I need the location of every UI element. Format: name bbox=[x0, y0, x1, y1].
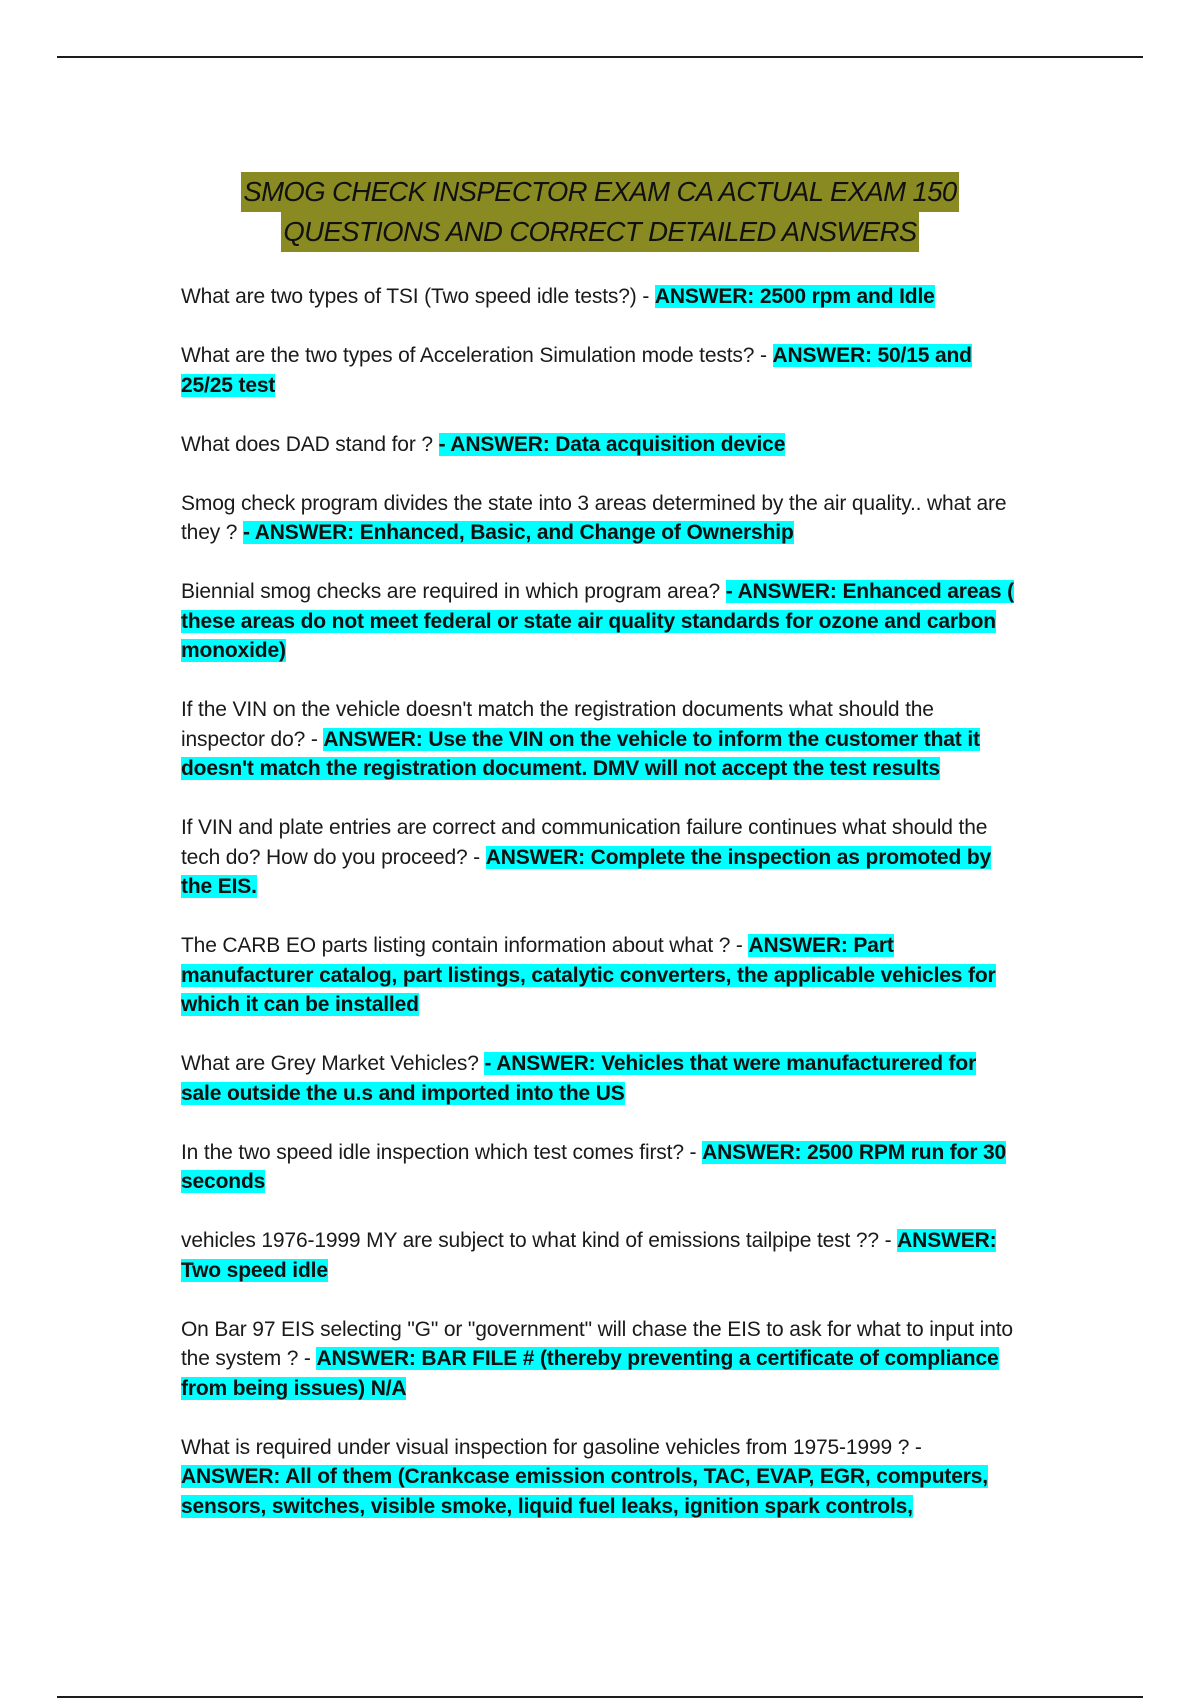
answer-text: ANSWER: Use the VIN on the vehicle to inform the customer that it doesn't match the registration document. DMV will not accept the test results bbox=[181, 727, 980, 780]
qa-item bbox=[181, 1433, 1016, 1522]
question-text: Smog check program divides the state into 3 areas determined by the air quality.. what are they ? bbox=[181, 491, 1007, 544]
question-text: What is required under visual inspection for gasoline vehicles from 1975-1999 ? - bbox=[181, 1435, 922, 1459]
qa-item bbox=[181, 931, 1016, 1020]
question-text: Biennial smog checks are required in which program area? bbox=[181, 580, 726, 603]
qa-item bbox=[181, 1226, 1016, 1285]
question-text: What does DAD stand for ? bbox=[181, 432, 439, 456]
footer-rule bbox=[57, 1696, 1143, 1698]
question-text: If VIN and plate entries are correct and communication failure continues what should the tech do? How do you proceed? - bbox=[181, 816, 988, 869]
qa-item bbox=[181, 489, 1016, 548]
question-text: vehicles 1976-1999 MY are subject to what kind of emissions tailpipe test ?? - bbox=[181, 1229, 898, 1252]
header-rule bbox=[57, 56, 1143, 58]
qa-item bbox=[181, 1049, 1016, 1108]
qa-item bbox=[181, 1138, 1016, 1197]
qa-item bbox=[181, 813, 1016, 902]
answer-text: ANSWER: 2500 rpm and Idle bbox=[654, 285, 935, 308]
answer-text: ANSWER: BAR FILE # (thereby preventing a certificate of compliance from being issues) N/A bbox=[181, 1347, 999, 1400]
answer-text: ANSWER: All of them (Crankcase emission controls, TAC, EVAP, EGR, computers, sensors, switches, visible smoke, liquid fuel leaks, ignition spark controls, bbox=[181, 1465, 988, 1518]
question-text: On Bar 97 EIS selecting "G" or "government" will chase the EIS to ask for what to input into the system ? - bbox=[181, 1317, 1013, 1370]
qa-item bbox=[181, 430, 1016, 460]
qa-item bbox=[181, 282, 1016, 312]
answer-text: ANSWER: Complete the inspection as promoted by the EIS. bbox=[181, 845, 992, 898]
answer-text: - ANSWER: Enhanced, Basic, and Change of Ownership bbox=[243, 521, 794, 544]
qa-item bbox=[181, 695, 1016, 784]
question-text: The CARB EO parts listing contain information about what ? - bbox=[181, 934, 749, 957]
question-text: If the VIN on the vehicle doesn't match the registration documents what should the inspector do? - bbox=[181, 698, 934, 751]
qa-item bbox=[181, 341, 1016, 400]
title-line-2: QUESTIONS AND CORRECT DETAILED ANSWERS bbox=[281, 212, 918, 252]
question-text: What are Grey Market Vehicles? bbox=[181, 1052, 485, 1075]
qa-item bbox=[181, 577, 1016, 666]
answer-text: ANSWER: Two speed idle bbox=[181, 1229, 997, 1282]
question-text: In the two speed idle inspection which test comes first? - bbox=[181, 1140, 703, 1164]
answer-text: ANSWER: 2500 RPM run for 30 seconds bbox=[181, 1140, 1007, 1193]
answer-text: - ANSWER: Vehicles that were manufacturered for sale outside the u.s and imported into the US bbox=[181, 1052, 977, 1105]
answer-text: ANSWER: Part manufacturer catalog, part listings, catalytic converters, the applicable vehicles for which it can be installed bbox=[181, 934, 996, 1016]
answer-text: - ANSWER: Data acquisition device bbox=[438, 432, 786, 456]
title-line-1: SMOG CHECK INSPECTOR EXAM CA ACTUAL EXAM 150 bbox=[241, 172, 958, 212]
qa-item bbox=[181, 1315, 1016, 1404]
question-text: What are two types of TSI (Two speed idle tests?) - bbox=[181, 285, 655, 308]
answer-text: - ANSWER: Enhanced areas ( these areas do not meet federal or state air quality standards for ozone and carbon monoxide) bbox=[181, 580, 1014, 662]
document-title bbox=[150, 172, 1050, 252]
question-text: What are the two types of Acceleration Simulation mode tests? - bbox=[181, 344, 773, 367]
qa-list bbox=[181, 282, 1016, 1551]
answer-text: ANSWER: 50/15 and 25/25 test bbox=[181, 344, 972, 397]
